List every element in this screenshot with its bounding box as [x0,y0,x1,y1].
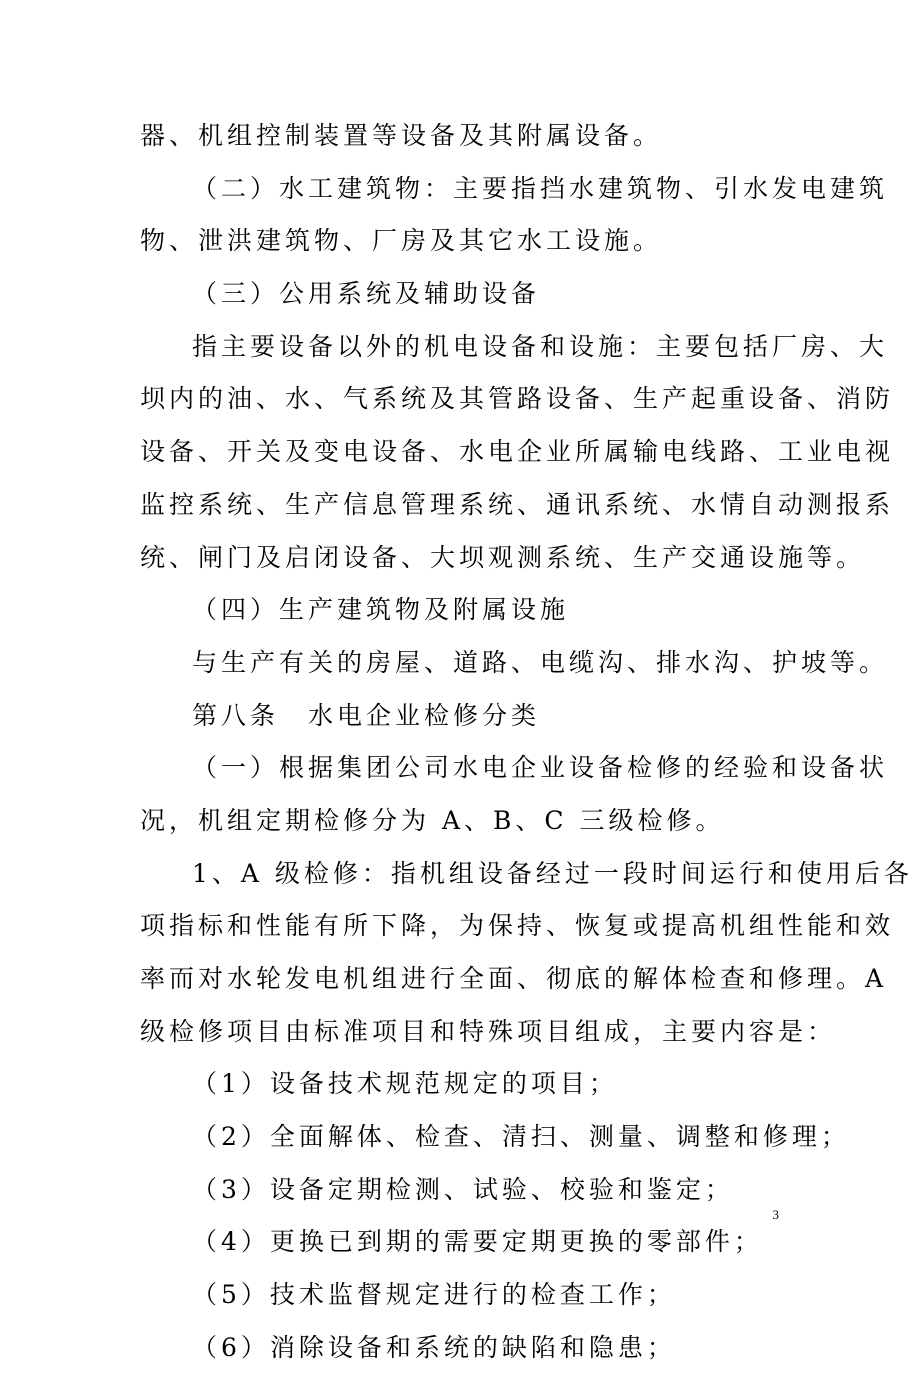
text-line: 与生产有关的房屋、道路、电缆沟、排水沟、护坡等。 [192,647,889,677]
list-item: （6）消除设备和系统的缺陷和隐患； [192,1332,676,1362]
article-heading: 第八条 水电企业检修分类 [192,700,541,730]
list-item: （5）技术监督规定进行的检查工作； [192,1280,676,1310]
page-number: 3 [772,1207,779,1222]
text-line: 1、A 级检修：指机组设备经过一段时间运行和使用后各 [192,858,913,888]
list-item: （1）设备技术规范规定的项目； [192,1069,618,1099]
text-line: 统、闸门及启闭设备、大坝观测系统、生产交通设施等。 [140,542,866,572]
list-item: （4）更换已到期的需要定期更换的零部件； [192,1227,763,1257]
text-line: 器、机组控制装置等设备及其附属设备。 [140,121,663,150]
text-line: 项指标和性能有所下降，为保持、恢复或提高机组性能和效 [140,911,895,941]
text-line: 监控系统、生产信息管理系统、通讯系统、水情自动测报系 [140,489,895,519]
body-text [140,110,913,1375]
text-line: 级检修项目由标准项目和特殊项目组成，主要内容是： [140,1016,837,1046]
text-line: （二）水工建筑物：主要指挡水建筑物、引水发电建筑 [192,173,889,203]
text-line: 设备、开关及变电设备、水电企业所属输电线路、工业电视 [140,437,895,467]
text-line: 坝内的油、水、气系统及其管路设备、生产起重设备、消防 [140,384,895,414]
list-item: （2）全面解体、检查、清扫、测量、调整和修理； [192,1122,850,1152]
section-heading: （四）生产建筑物及附属设施 [192,595,570,625]
text-line: 况，机组定期检修分为 A、B、C 三级检修。 [140,805,725,835]
text-line: 率而对水轮发电机组进行全面、彻底的解体检查和修理。A [140,964,888,993]
text-line: 指主要设备以外的机电设备和设施：主要包括厂房、大 [192,331,889,361]
text-line: 物、泄洪建筑物、厂房及其它水工设施。 [140,226,663,256]
section-heading: （三）公用系统及辅助设备 [192,279,541,309]
list-item: （3）设备定期检测、试验、校验和鉴定； [192,1174,734,1204]
text-line: （一）根据集团公司水电企业设备检修的经验和设备状 [192,753,889,783]
